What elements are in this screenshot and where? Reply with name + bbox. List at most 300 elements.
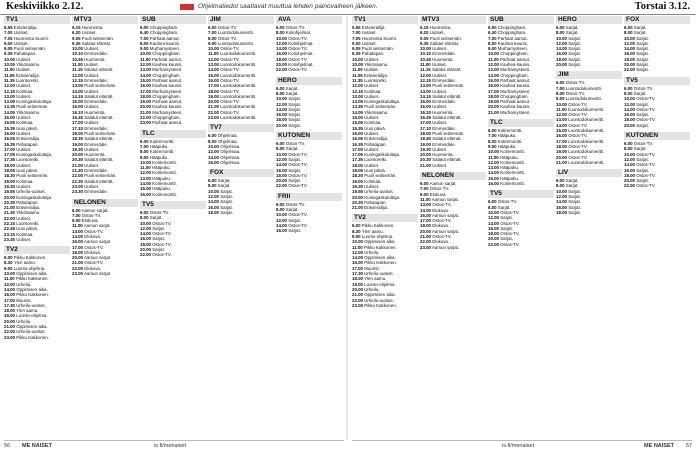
program-title: Urheilu-uutiset.	[364, 297, 394, 303]
program-time: 22.00	[276, 67, 287, 73]
program-time: 18.30	[420, 136, 431, 142]
program-title: Ostos-TV.	[432, 233, 452, 239]
program-title: Sarjat.	[497, 204, 511, 210]
program-time: 19.30	[420, 146, 431, 152]
program-title: Aamun sarjat.	[431, 228, 460, 234]
program-time: 8.00	[556, 183, 565, 189]
program-time: 12.00	[276, 101, 287, 107]
program-title: Ostos-TV.	[568, 112, 588, 118]
program-title: Elokuva.	[432, 239, 450, 245]
program-time: 6.00	[420, 181, 429, 187]
program-title: Kotiremontti.	[500, 181, 525, 187]
program-title: Ostos-TV.	[636, 106, 656, 112]
program-line	[556, 210, 622, 215]
program-time: 21.00	[208, 104, 219, 110]
program-title: Emmerdale.	[84, 168, 108, 174]
program-title: Kotiremontti.	[500, 170, 525, 176]
program-title: Choppingham.	[152, 72, 181, 78]
program-time: 14.00	[420, 207, 431, 213]
program-title: Choppingham.	[497, 30, 527, 36]
masthead	[0, 0, 696, 15]
program-title: Luonto-ohjelma.	[16, 313, 48, 319]
program-title: Erävierailija.	[361, 25, 386, 30]
program-time: 12.00	[208, 149, 219, 155]
program-time: 16.00	[488, 225, 499, 231]
program-title: Hääpuku.	[151, 165, 171, 171]
program-title: Luontodokumentti.	[568, 138, 605, 144]
program-title: Puoli seitsemän.	[84, 130, 117, 136]
program-title: Parhaat aamut.	[500, 77, 531, 83]
program-time: 13.00	[488, 165, 499, 171]
program-title: Ostos-TV.	[500, 220, 520, 226]
program-time: 17.30	[352, 271, 363, 277]
program-time: 8.00	[208, 183, 217, 189]
program-title: Parhaat aamut.	[152, 77, 183, 83]
program-time: 11.00	[72, 62, 83, 68]
program-time: 20.00	[624, 122, 635, 128]
program-time: 22.00	[208, 109, 219, 115]
program-title: Hääpuku.	[149, 143, 169, 149]
channel-heading: MTV3	[72, 16, 138, 24]
program-time: 10.00	[352, 239, 363, 245]
right-page-date: Torstai 3.12.	[634, 1, 690, 12]
program-title: Ostos-TV.	[220, 46, 240, 52]
channel-block	[352, 214, 418, 308]
program-time: 10.00	[208, 188, 219, 194]
program-title: Murhamysteeri.	[152, 67, 183, 73]
program-time: 15.00	[488, 175, 499, 181]
program-title: Uutiset.	[84, 183, 100, 189]
program-title: Kotiremontti.	[497, 128, 523, 134]
program-line	[624, 183, 690, 188]
program-line	[352, 205, 418, 210]
program-title: Uutiset.	[432, 72, 448, 78]
program-title: Pahatapari.	[16, 199, 39, 205]
program-title: Elokuva.	[429, 191, 447, 197]
program-time: 16.00	[420, 212, 431, 218]
listing-column	[488, 16, 554, 440]
program-time: 19.55	[352, 189, 363, 195]
program-time: 8.00	[624, 90, 633, 96]
program-title: Choppingham.	[497, 25, 527, 30]
program-title: Murhamysteeri.	[500, 88, 531, 94]
program-title: Uutiset.	[16, 93, 32, 99]
listing-column	[276, 16, 342, 440]
program-time: 17.30	[4, 302, 15, 308]
program-line	[624, 67, 690, 72]
program-time: 22.00	[140, 252, 151, 258]
program-time: 8.00	[624, 146, 633, 152]
program-time: 18.00	[276, 172, 287, 178]
program-time: 5.55	[4, 25, 13, 30]
left-footer-brand: ME NAISET	[22, 443, 52, 449]
program-time: 16.00	[72, 104, 83, 110]
program-time: 6.00	[208, 133, 217, 139]
program-title: Ostos-TV.	[152, 220, 172, 226]
program-title: Uutiset.	[84, 88, 100, 94]
program-title: Ostos-TV.	[288, 183, 308, 189]
program-title: Sarjat.	[633, 25, 647, 30]
program-time: 7.05	[352, 35, 361, 41]
program-line	[140, 192, 206, 197]
program-title: Uutiset.	[432, 88, 448, 94]
program-title: Kauhea kaunis.	[152, 104, 183, 110]
program-title: Pahatapari.	[364, 141, 387, 147]
program-time: 10.00	[488, 149, 499, 155]
program-time: 19.30	[72, 146, 83, 152]
channel-block	[276, 77, 342, 128]
program-time: 18.30	[72, 136, 83, 142]
program-time: 18.00	[420, 223, 431, 229]
program-title: Luonto-ohjelma.	[361, 233, 394, 239]
program-title: Uutiset.	[361, 40, 377, 46]
program-time: 12.00	[276, 156, 287, 162]
program-title: Muumit.	[16, 297, 32, 303]
channel-block	[420, 16, 486, 168]
program-time: 8.30	[4, 260, 13, 266]
program-time: 21.30	[4, 210, 15, 216]
program-title: Ohjelmaa.	[217, 138, 238, 144]
program-time: 6.00	[556, 80, 565, 86]
program-title: Luontodokumentti.	[220, 62, 257, 68]
program-title: Kotiremontti.	[152, 191, 177, 197]
program-time: 11.15	[72, 67, 83, 73]
program-title: Sarjat.	[636, 112, 649, 118]
program-time: 14.15	[72, 93, 83, 99]
program-title: Kotiremontti.	[149, 149, 175, 155]
program-time: 22.00	[624, 183, 635, 189]
program-time: 10.45	[72, 56, 83, 62]
program-line	[276, 183, 342, 188]
program-time: 8.00	[276, 207, 285, 213]
program-time: 10.00	[276, 35, 287, 41]
program-title: Sarjat.	[285, 207, 299, 213]
program-time: 8.00	[276, 146, 285, 152]
program-title: Kotimaa.	[364, 178, 382, 184]
program-time: 8.00	[488, 138, 497, 144]
program-title: Urheilu-uutiset.	[364, 271, 394, 277]
program-time: 20.00	[276, 62, 287, 68]
program-title: Kotimaa.	[16, 88, 34, 94]
program-time: 18.00	[140, 241, 151, 247]
program-title: Sarjat.	[636, 35, 649, 41]
program-title: Sarjat.	[152, 246, 165, 252]
program-time: 6.00	[140, 138, 149, 144]
program-title: Sarjat.	[636, 46, 649, 52]
program-time: 16.05	[352, 136, 363, 142]
program-time: 16.35	[4, 141, 15, 147]
program-title: Puoli seitsemän.	[432, 83, 465, 89]
program-title: Hääpuku.	[152, 186, 172, 192]
program-title: Pikku Kakkonen.	[361, 223, 395, 229]
program-title: Ostos-TV.	[568, 154, 588, 160]
program-title: Uusi päivä.	[364, 125, 386, 131]
program-time: 12.00	[140, 170, 151, 176]
program-time: 11.00	[420, 196, 431, 202]
program-title: Sarjat.	[217, 178, 231, 184]
program-title: Kotiremontti.	[497, 138, 523, 144]
program-title: Sarjat.	[568, 62, 581, 68]
program-time: 19.00	[208, 93, 219, 99]
program-time: 10.00	[140, 159, 151, 165]
channel-heading: TV1	[352, 16, 418, 24]
program-time: 12.00	[276, 217, 287, 223]
program-time: 14.00	[420, 88, 431, 94]
program-title: Parhaat aamut.	[499, 56, 531, 62]
program-time: 20.00	[276, 122, 287, 128]
program-title: Kotiremontti.	[152, 181, 177, 187]
program-time: 16.00	[624, 51, 635, 57]
program-time: 18.00	[488, 93, 499, 99]
program-time: 17.10	[72, 125, 83, 131]
program-time: 18.00	[624, 172, 635, 178]
program-time: 8.00	[140, 215, 149, 221]
program-title: Uutiset.	[432, 120, 448, 126]
program-line	[488, 181, 554, 186]
program-title: Kotiremontti.	[149, 138, 175, 144]
program-title: Sarjat.	[288, 106, 301, 112]
program-title: Huomenta.	[432, 109, 454, 115]
program-title: Erävierailija.	[364, 205, 389, 211]
program-time: 16.10	[420, 109, 431, 115]
program-time: 15.00	[420, 99, 431, 105]
program-time: 6.15	[72, 25, 81, 30]
program-time: 21.00	[72, 162, 83, 168]
channel-block	[208, 16, 274, 120]
program-title: Puoli seitsemän.	[364, 173, 397, 179]
program-line	[4, 237, 70, 242]
program-title: Salatut elämät.	[429, 40, 460, 46]
program-time: 15.00	[352, 115, 363, 121]
program-time: 14.00	[140, 231, 151, 237]
program-title: Sarjat.	[288, 101, 301, 107]
program-title: Aamun sarjat.	[83, 271, 112, 277]
program-time: 12.00	[488, 215, 499, 221]
program-title: Choppingham.	[149, 25, 179, 30]
program-time: 16.00	[488, 181, 499, 187]
program-title: Urheilu.	[364, 249, 380, 255]
channel-heading: TV7	[208, 124, 274, 132]
program-title: Sarjat.	[500, 236, 513, 242]
program-time: 20.00	[72, 255, 83, 261]
channel-block	[4, 246, 70, 340]
program-title: Puoli seitsemän.	[84, 83, 117, 89]
channel-heading: KUTONEN	[624, 132, 690, 140]
program-time: 8.00	[488, 204, 497, 210]
program-title: Ostos-TV.	[217, 35, 238, 41]
program-title: Murhamysteeri.	[149, 46, 181, 52]
program-title: Ohjelmaa.	[220, 159, 241, 165]
program-title: Hääpuku.	[499, 154, 519, 160]
program-title: Sarjat.	[636, 122, 649, 128]
program-time: 11.00	[140, 56, 151, 62]
program-title: Emmerdale.	[432, 77, 456, 83]
program-title: Aamun sarjat.	[429, 181, 457, 187]
program-title: Urheilu.	[364, 286, 380, 292]
program-time: 16.00	[140, 83, 151, 89]
program-title: Urheilu-uutiset.	[364, 189, 394, 195]
program-title: Pikku Kakkonen.	[16, 292, 49, 298]
program-title: Ostos-TV.	[432, 202, 452, 208]
program-title: Sarjat.	[288, 178, 301, 184]
program-time: 16.00	[624, 167, 635, 173]
program-title: Erävierailija.	[364, 136, 389, 142]
program-title: Sarjat.	[636, 51, 649, 57]
program-time: 18.00	[276, 117, 287, 123]
program-title: Ostos-TV.	[152, 241, 172, 247]
program-time: 18.00	[208, 209, 219, 215]
program-time: 17.00	[4, 297, 15, 303]
program-title: Uusi päivä.	[16, 168, 38, 174]
channel-block	[624, 132, 690, 189]
program-time: 13.00	[420, 202, 431, 208]
program-title: Murhamysteeri.	[152, 109, 183, 115]
channel-block	[556, 16, 622, 67]
program-time: 10.05	[352, 62, 363, 68]
program-title: Sarjat.	[568, 209, 581, 215]
program-time: 21.00	[488, 109, 499, 115]
program-time: 10.00	[140, 51, 151, 57]
program-time: 14.00	[276, 46, 287, 52]
channel-block	[140, 130, 206, 197]
program-title: Pahatapari.	[13, 51, 37, 57]
program-time: 13.35	[4, 104, 15, 110]
program-time: 12.00	[4, 83, 15, 89]
program-time: 20.00	[140, 246, 151, 252]
program-title: Kuningaskuluttaja.	[16, 99, 53, 105]
program-title: Salatut elämät.	[431, 67, 462, 73]
program-time: 9.00	[140, 154, 149, 160]
program-time: 19.30	[352, 183, 363, 189]
program-title: Ykkösaamu.	[16, 109, 41, 115]
program-title: Ostos-TV.	[568, 101, 588, 107]
program-time: 16.00	[276, 112, 287, 118]
program-line	[556, 62, 622, 67]
program-title: Luontoretki.	[15, 77, 39, 83]
program-title: Sarjat.	[220, 204, 233, 210]
program-time: 10.00	[420, 46, 431, 52]
program-time: 14.05	[4, 109, 15, 115]
program-title: Uutiset.	[16, 162, 32, 168]
program-time: 17.00	[352, 146, 363, 152]
program-title: Uutiset.	[16, 183, 32, 189]
program-title: Luontodokumentti.	[220, 93, 257, 99]
program-time: 17.00	[420, 120, 431, 126]
program-title: Sarjat.	[285, 85, 299, 91]
program-title: Urheilu-uutiset.	[16, 189, 46, 195]
program-time: 14.00	[488, 220, 499, 226]
program-time: 9.05	[4, 46, 13, 52]
program-title: Sarjat.	[636, 167, 649, 173]
program-title: Ohjelmaa.	[217, 133, 238, 139]
program-title: Salatut elämät.	[81, 40, 112, 46]
program-time: 7.00	[556, 85, 565, 91]
program-time: 10.00	[624, 96, 635, 102]
program-time: 12.00	[488, 62, 499, 68]
program-time: 16.05	[4, 136, 15, 142]
program-title: Pikku Kakkonen.	[16, 334, 49, 340]
program-time: 6.00	[140, 209, 149, 215]
program-time: 16.45	[420, 115, 431, 121]
program-time: 12.15	[420, 77, 431, 83]
program-title: Emmerdale.	[84, 77, 108, 83]
program-title: Ostos-TV.	[84, 260, 104, 266]
program-time: 21.00	[420, 162, 431, 168]
channel-block	[276, 16, 342, 73]
program-line	[276, 123, 342, 128]
program-title: Ostos-TV.	[636, 96, 656, 102]
program-title: Erävierailija.	[363, 72, 388, 78]
channel-block	[556, 169, 622, 215]
program-title: Kauhea kaunis.	[500, 62, 531, 68]
program-time: 9.35	[4, 51, 13, 57]
program-title: Sarjat.	[288, 112, 301, 118]
program-time: 7.00	[140, 35, 149, 41]
page-gutter	[346, 16, 348, 440]
program-time: 11.00	[4, 276, 15, 282]
program-line	[140, 120, 206, 125]
channel-heading: MTV3	[420, 16, 486, 24]
program-time: 10.00	[352, 56, 363, 62]
program-time: 11.15	[420, 67, 431, 73]
program-time: 20.00	[556, 154, 567, 160]
program-title: Puoli seitsemän.	[361, 46, 394, 52]
program-time: 10.00	[488, 51, 499, 57]
program-title: Hääpuku.	[497, 133, 517, 139]
program-time: 19.00	[140, 99, 151, 105]
program-time: 8.00	[208, 138, 217, 144]
program-time: 11.00	[72, 223, 83, 229]
program-time: 20.00	[488, 104, 499, 110]
program-time: 15.00	[4, 115, 15, 121]
channel-heading: TV2	[4, 246, 70, 254]
program-time: 7.00	[208, 30, 217, 36]
program-title: Huomenta.	[432, 56, 454, 62]
program-time: 15.00	[556, 128, 567, 134]
program-title: Kotiremontti.	[500, 159, 525, 165]
program-time: 12.00	[420, 72, 431, 78]
program-time: 16.45	[72, 115, 83, 121]
program-time: 6.15	[420, 25, 429, 30]
program-time: 8.00	[556, 30, 565, 36]
program-time: 18.00	[72, 130, 83, 136]
program-time: 20.30	[4, 199, 15, 205]
program-time: 19.00	[4, 313, 15, 319]
program-title: Sarjat.	[220, 188, 233, 194]
program-title: Elokuva.	[84, 265, 102, 271]
program-title: Salatut elämät.	[432, 115, 462, 121]
program-time: 23.00	[140, 120, 151, 126]
program-title: Ylen aamu.	[13, 260, 36, 266]
program-title: Elokuva.	[84, 233, 102, 239]
program-time: 15.05	[352, 120, 363, 126]
program-time: 18.05	[352, 168, 363, 174]
right-footer-web: is.fi/menaiset	[502, 443, 535, 449]
program-time: 18.00	[624, 56, 635, 62]
program-title: Hääpuku.	[152, 175, 172, 181]
program-time: 12.00	[556, 112, 567, 118]
program-title: Uutiset.	[16, 146, 32, 152]
program-time: 23.30	[72, 189, 83, 195]
program-time: 11.00	[420, 62, 431, 68]
program-title: Sarjat.	[565, 183, 579, 189]
program-time: 18.00	[556, 143, 567, 149]
is-tag-icon	[180, 4, 194, 10]
program-time: 21.00	[352, 292, 363, 298]
program-time: 6.00	[556, 178, 565, 184]
program-line	[352, 303, 418, 308]
program-time: 20.00	[352, 194, 363, 200]
